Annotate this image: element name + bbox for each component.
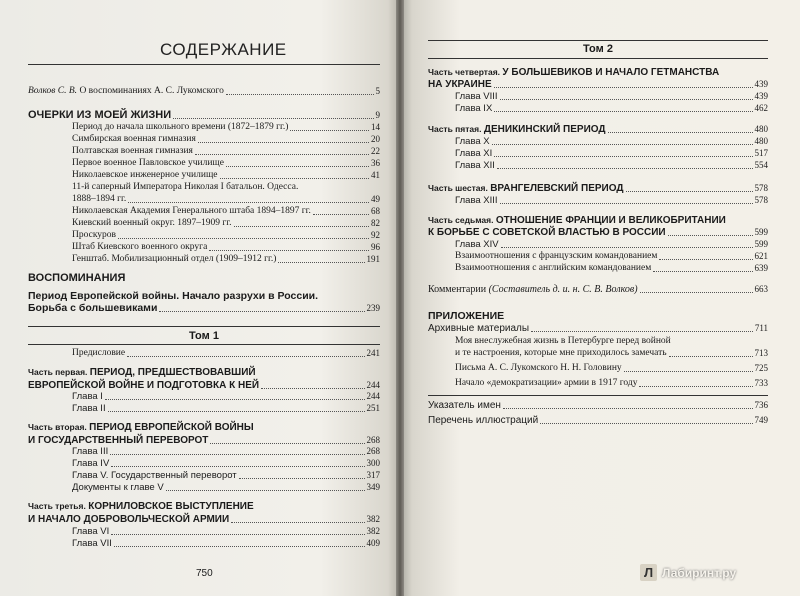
toc-entry: Начало «демократизации» армии в 1917 году 733 (455, 378, 768, 388)
chapter-entry: Взаимоотношения с английским командованием 639 (455, 263, 768, 273)
toc-entry: Полтавская военная гимназия 22 (72, 146, 380, 156)
chapter-entry: Глава XIII 578 (455, 195, 768, 206)
part-heading-line2: И ГОСУДАРСТВЕННЫЙ ПЕРЕВОРОТ 268 (28, 435, 380, 446)
section-essays-title: ОЧЕРКИ ИЗ МОЕЙ ЖИЗНИ (28, 109, 172, 121)
section-essays-heading (28, 110, 380, 121)
toc-entry-illustrations: Перечень иллюстраций 749 (428, 415, 768, 426)
part-heading: Часть четвертая. У БОЛЬШЕВИКОВ И НАЧАЛО ГЕТМАНСТВА (428, 67, 720, 78)
chapter-entry: Глава IX 462 (455, 103, 768, 114)
toc-entry: Симбирская военная гимназия 20 (72, 134, 380, 144)
toc-entry: Письма А. С. Лукомского Н. Н. Головину 725 (455, 363, 768, 373)
book-gutter (396, 0, 404, 596)
appendix-title: ПРИЛОЖЕНИЕ (428, 310, 505, 322)
chapter-entry: Глава XI 517 (455, 148, 768, 159)
chapter-entry: Документы к главе V 349 (72, 482, 380, 493)
part-heading: Часть первая. ПЕРИОД, ПРЕДШЕСТВОВАВШИЙ (28, 367, 256, 378)
tom2-title: Том 2 (583, 43, 613, 55)
divider (28, 344, 380, 345)
part-heading-line2: К БОРЬБЕ С СОВЕТСКОЙ ВЛАСТЬЮ В РОССИИ 599 (428, 227, 768, 238)
chapter-entry: Глава I 244 (72, 391, 380, 402)
part-heading: Часть шестая. ВРАНГЕЛЕВСКИЙ ПЕРИОД 578 (428, 183, 768, 194)
divider (428, 40, 768, 41)
divider (428, 58, 768, 59)
section-memoirs-title: ВОСПОМИНАНИЯ (28, 272, 126, 284)
toc-entry: 1888–1894 гг. 49 (72, 194, 380, 204)
toc-title: СОДЕРЖАНИЕ (160, 40, 287, 59)
title-rule (28, 64, 380, 65)
watermark-text: Лабиринт.ру (662, 565, 737, 580)
section-memoirs-subtitle-2: Борьба с большевиками 239 (28, 302, 380, 314)
chapter-entry: Глава VI 382 (72, 526, 380, 537)
chapter-entry: Глава XIV 599 (455, 239, 768, 250)
intro-author: Волков С. В. (28, 86, 78, 96)
part-heading: Часть третья. КОРНИЛОВСКОЕ ВЫСТУПЛЕНИЕ (28, 501, 254, 512)
divider (428, 395, 768, 396)
chapter-entry: Глава V. Государственный переворот 317 (72, 470, 380, 481)
chapter-entry: Глава VII 409 (72, 538, 380, 549)
chapter-entry: Глава III 268 (72, 446, 380, 457)
right-page (400, 0, 800, 596)
toc-entry: Период до начала школьного времени (1872–1879 гг.) 14 (72, 122, 380, 132)
part-heading-line2: И НАЧАЛО ДОБРОВОЛЬЧЕСКОЙ АРМИИ 382 (28, 514, 380, 525)
part-heading-line2: ЕВРОПЕЙСКОЙ ВОЙНЕ И ПОДГОТОВКА К НЕЙ 244 (28, 380, 380, 391)
intro-page: 5 (375, 86, 380, 96)
toc-entry: Киевский военный округ. 1897–1909 гг. 82 (72, 218, 380, 228)
toc-entry-preface: Предисловие 241 (72, 348, 380, 358)
divider (28, 326, 380, 327)
tom1-title: Том 1 (189, 330, 219, 342)
toc-entry-intro (28, 86, 380, 97)
toc-entry: Николаевское инженерное училище 41 (72, 170, 380, 180)
toc-entry: Николаевская Академия Генерального штаба 1894–1897 гг. 68 (72, 206, 380, 216)
part-heading: Часть седьмая. ОТНОШЕНИЕ ФРАНЦИИ И ВЕЛИКОБРИТАНИИ (428, 215, 726, 226)
section-memoirs-subtitle-1: Период Европейской войны. Начало разрухи в России. (28, 290, 319, 302)
part-heading-line2: НА УКРАИНЕ 439 (428, 79, 768, 90)
chapter-entry: Глава X 480 (455, 136, 768, 147)
labirint-logo-icon: Л (640, 564, 657, 581)
toc-entry-line1: Моя внеслужебная жизнь в Петербурге перед войной (455, 336, 671, 346)
toc-entry: и те настроения, которые мне приходилось замечать 713 (455, 348, 768, 358)
chapter-entry: Глава XII 554 (455, 160, 768, 171)
toc-entry: Проскуров 92 (72, 230, 380, 240)
intro-text: О воспоминаниях А. С. Лукомского (79, 86, 224, 96)
toc-entry-index: Указатель имен 736 (428, 400, 768, 411)
toc-entry-archive: Архивные материалы 711 (428, 323, 768, 334)
watermark (640, 564, 736, 581)
part-heading: Часть пятая. ДЕНИКИНСКИЙ ПЕРИОД 480 (428, 124, 768, 135)
toc-entry: Генштаб. Мобилизационный отдел (1909–1912 гг.) 191 (72, 254, 380, 264)
section-essays-page: 9 (375, 110, 380, 120)
part-heading: Часть вторая. ПЕРИОД ЕВРОПЕЙСКОЙ ВОЙНЫ (28, 422, 254, 433)
chapter-entry: Взаимоотношения с французским командованием 621 (455, 251, 768, 261)
chapter-entry: Глава VIII 439 (455, 91, 768, 102)
toc-entry: Штаб Киевского военного округа 96 (72, 242, 380, 252)
page-number: 750 (196, 568, 213, 579)
chapter-entry: Глава II 251 (72, 403, 380, 414)
toc-entry: Первое военное Павловское училище 36 (72, 158, 380, 168)
toc-entry-comments: Комментарии (Составитель д. и. н. С. В. Волков) 663 (428, 284, 768, 295)
chapter-entry: Глава IV 300 (72, 458, 380, 469)
toc-entry-line1: 11-й саперный Императора Николая I батальон. Одесса. (72, 182, 299, 192)
